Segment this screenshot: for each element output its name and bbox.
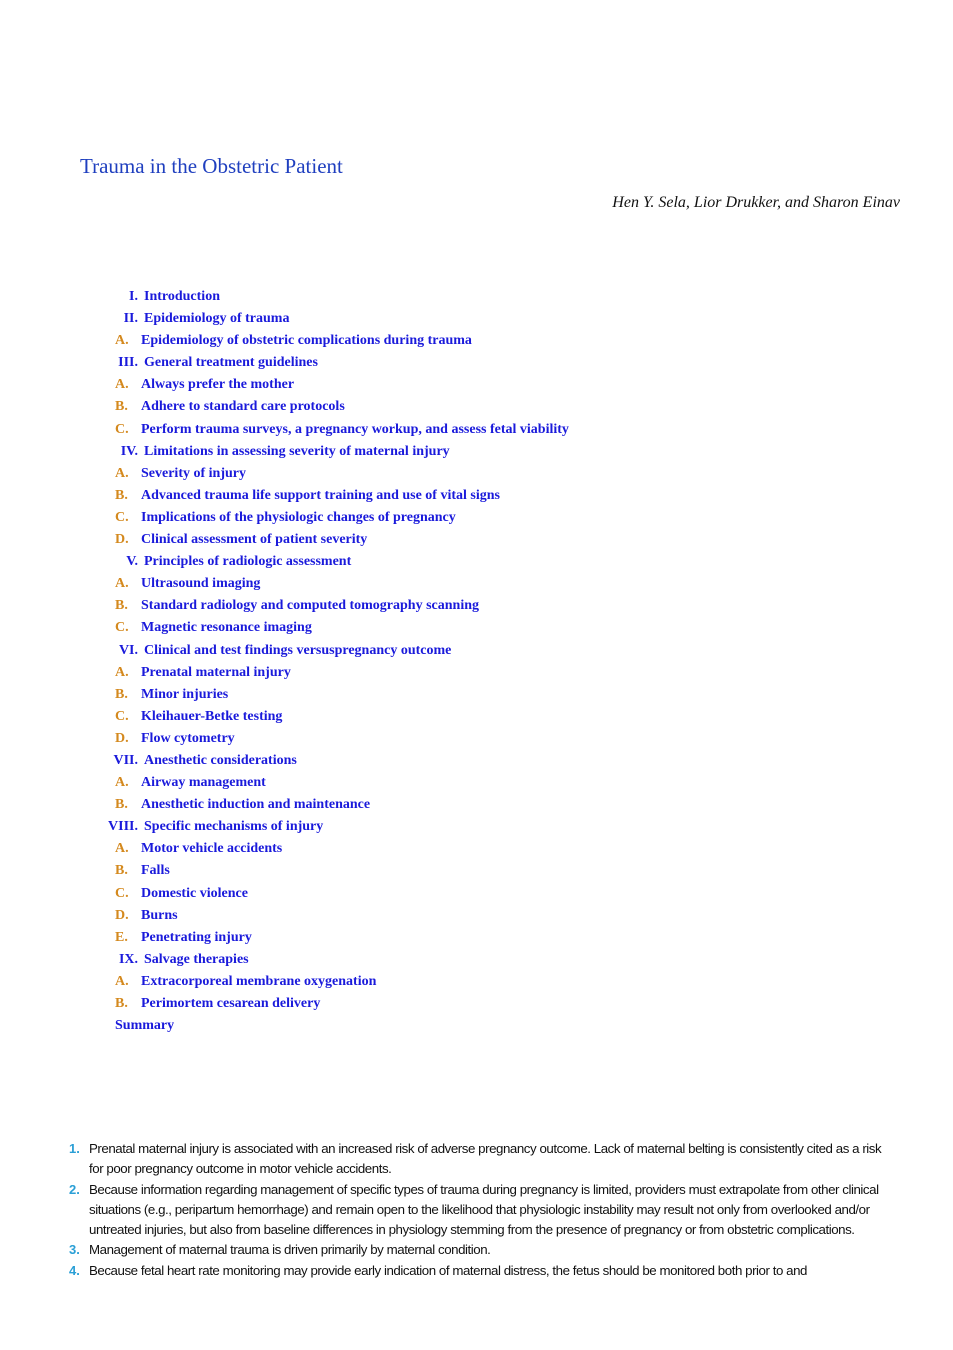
outline-item[interactable] xyxy=(0,993,953,1015)
key-point xyxy=(0,1261,953,1281)
outline-item-label[interactable]: Extracorporeal membrane oxygenation xyxy=(141,973,377,989)
outline-item-label[interactable]: Severity of injury xyxy=(141,465,246,481)
outline-item-marker: C. xyxy=(115,708,129,724)
outline-item-marker: VI. xyxy=(118,642,138,658)
outline-item-marker: E. xyxy=(115,929,128,945)
outline-item[interactable] xyxy=(0,640,953,662)
outline-item[interactable] xyxy=(0,286,953,308)
outline-item[interactable] xyxy=(0,684,953,706)
outline-item-label[interactable]: Standard radiology and computed tomography scanning xyxy=(141,598,480,614)
outline-item-label[interactable]: Airway management xyxy=(141,775,266,791)
outline-item-label[interactable]: Motor vehicle accidents xyxy=(141,841,283,857)
outline-item-label[interactable]: Ultrasound imaging xyxy=(141,576,261,592)
outline-item[interactable] xyxy=(0,971,953,993)
outline-item[interactable] xyxy=(0,330,953,352)
outline-item-marker: C. xyxy=(115,421,129,437)
outline-item-label[interactable]: Principles of radiologic assessment xyxy=(144,554,352,570)
outline-item[interactable] xyxy=(0,949,953,971)
outline-item[interactable] xyxy=(0,838,953,860)
outline-item[interactable] xyxy=(0,573,953,595)
outline-item-marker: D. xyxy=(115,532,129,548)
outline-item-marker: D. xyxy=(115,730,129,746)
outline-item[interactable] xyxy=(0,794,953,816)
outline-item[interactable] xyxy=(0,529,953,551)
outline-item-label[interactable]: Anesthetic considerations xyxy=(144,752,297,768)
key-point-text: Because information regarding management of specific types of trauma during pregnancy is limited, providers must extrapolate from other clinical situations (e.g., peripartum hemorrhage) and remain open to the likelihood that physiologic instability may result not only from overlooked and/or untreated injuries, but also from baseline differences in physiology stemming from the presence of pregnancy or from obstetric complications. xyxy=(89,1181,879,1238)
outline-item-marker: B. xyxy=(115,686,128,702)
outline-item-label[interactable]: Advanced trauma life support training and use of vital signs xyxy=(141,487,500,503)
outline-item[interactable] xyxy=(0,507,953,529)
outline-item[interactable] xyxy=(0,860,953,882)
outline-item-label[interactable]: Prenatal maternal injury xyxy=(141,664,291,680)
outline-item-marker: B. xyxy=(115,863,128,879)
outline-item-label[interactable]: Limitations in assessing severity of maternal injury xyxy=(144,443,450,459)
outline-item-marker: B. xyxy=(115,996,128,1011)
key-point xyxy=(0,1180,953,1241)
outline-item[interactable] xyxy=(0,463,953,485)
outline-item-marker: A. xyxy=(115,465,129,481)
key-point-number: 2. xyxy=(69,1181,80,1197)
outline-item-label[interactable]: Clinical assessment of patient severity xyxy=(141,532,368,548)
outline-item-marker: A. xyxy=(115,664,129,680)
outline-item[interactable] xyxy=(0,816,953,838)
outline-item[interactable] xyxy=(0,485,953,507)
key-point-text: Because fetal heart rate monitoring may provide early indication of maternal distress, the fetus should be monitored both prior to and xyxy=(89,1262,807,1278)
outline-item-marker: B. xyxy=(115,598,128,614)
outline-item-marker: A. xyxy=(115,377,129,393)
outline-item-marker: III. xyxy=(118,355,138,371)
outline-item-marker: A. xyxy=(115,775,129,791)
outline-item[interactable] xyxy=(0,595,953,617)
outline-item[interactable] xyxy=(0,419,953,441)
outline-item[interactable] xyxy=(0,772,953,794)
outline-item-marker: C. xyxy=(115,620,129,636)
outline-item-label[interactable]: Penetrating injury xyxy=(141,929,252,945)
chapter-authors: Hen Y. Sela, Lior Drukker, and Sharon Einav xyxy=(612,194,900,211)
outline-item-label[interactable]: Always prefer the mother xyxy=(141,377,295,393)
outline-item-label[interactable]: Clinical and test findings versuspregnancy outcome xyxy=(144,642,452,658)
outline-item-label[interactable]: Epidemiology of trauma xyxy=(144,311,290,327)
outline-item-label[interactable]: Implications of the physiologic changes of pregnancy xyxy=(141,509,456,525)
outline-item-marker: V. xyxy=(126,554,138,570)
outline-item-label[interactable]: Flow cytometry xyxy=(141,730,235,746)
outline-item-marker: II. xyxy=(123,311,138,327)
outline-item-label[interactable]: Perimortem cesarean delivery xyxy=(141,996,321,1011)
outline-item[interactable] xyxy=(0,374,953,396)
outline-item-marker: I. xyxy=(129,289,138,304)
outline-item-label[interactable]: General treatment guidelines xyxy=(144,355,318,371)
outline-item[interactable] xyxy=(0,1015,953,1037)
key-points-list xyxy=(0,1139,953,1281)
outline-item-label[interactable]: Adhere to standard care protocols xyxy=(141,399,345,415)
chapter-title: Trauma in the Obstetric Patient xyxy=(80,154,343,178)
outline-item-label[interactable]: Minor injuries xyxy=(141,686,229,702)
outline-item-marker: D. xyxy=(115,907,129,923)
outline-item[interactable] xyxy=(0,662,953,684)
key-point-number: 4. xyxy=(69,1262,80,1278)
key-point-text: Prenatal maternal injury is associated with an increased risk of adverse pregnancy outcome. Lack of maternal belting is consistently cited as a risk for poor pregnancy outcome in motor vehicle accidents. xyxy=(89,1141,882,1177)
outline-item-marker: A. xyxy=(115,576,129,592)
outline-item-marker: C. xyxy=(115,509,129,525)
key-point xyxy=(0,1139,953,1180)
outline-item-label[interactable]: Magnetic resonance imaging xyxy=(141,620,312,636)
key-point-number: 1. xyxy=(69,1141,80,1156)
outline-item-marker: IV. xyxy=(120,443,138,459)
outline-item[interactable] xyxy=(0,905,953,927)
outline-item[interactable] xyxy=(0,396,953,418)
outline-item-label[interactable]: Summary xyxy=(115,1018,175,1034)
key-point xyxy=(0,1240,953,1260)
outline-item[interactable] xyxy=(0,308,953,330)
outline-item-label[interactable]: Specific mechanisms of injury xyxy=(144,819,324,835)
chapter-outline xyxy=(0,286,953,1037)
outline-item-marker: VIII. xyxy=(108,819,138,835)
outline-item[interactable] xyxy=(0,706,953,728)
outline-item[interactable] xyxy=(0,927,953,949)
outline-item[interactable] xyxy=(0,750,953,772)
outline-item-label[interactable]: Domestic violence xyxy=(141,885,248,901)
key-point-text: Management of maternal trauma is driven primarily by maternal condition. xyxy=(89,1242,491,1258)
outline-item-label[interactable]: Epidemiology of obstetric complications during trauma xyxy=(141,333,472,349)
outline-item-marker: IX. xyxy=(118,951,138,967)
outline-item[interactable] xyxy=(0,617,953,639)
outline-item-marker: VII. xyxy=(113,752,138,768)
outline-item-label[interactable]: Salvage therapies xyxy=(144,951,249,967)
outline-item-label[interactable]: Falls xyxy=(141,863,170,879)
key-point-number: 3. xyxy=(69,1242,80,1258)
outline-item-marker: A. xyxy=(115,973,129,989)
outline-item-marker: B. xyxy=(115,797,128,813)
outline-item-label[interactable]: Perform trauma surveys, a pregnancy workup, and assess fetal viability xyxy=(141,421,569,437)
outline-item-label[interactable]: Kleihauer-Betke testing xyxy=(141,708,283,724)
outline-item[interactable] xyxy=(0,441,953,463)
outline-item-marker: A. xyxy=(115,841,129,857)
outline-item-marker: B. xyxy=(115,487,128,503)
outline-item-label[interactable]: Burns xyxy=(141,907,178,923)
outline-item[interactable] xyxy=(0,352,953,374)
outline-item[interactable] xyxy=(0,883,953,905)
outline-item-marker: C. xyxy=(115,885,129,901)
outline-item-label[interactable]: Anesthetic induction and maintenance xyxy=(141,797,371,813)
outline-item[interactable] xyxy=(0,728,953,750)
outline-item-label[interactable]: Introduction xyxy=(144,289,220,304)
outline-item-marker: B. xyxy=(115,399,128,415)
outline-item-marker: A. xyxy=(115,333,129,349)
outline-item[interactable] xyxy=(0,551,953,573)
